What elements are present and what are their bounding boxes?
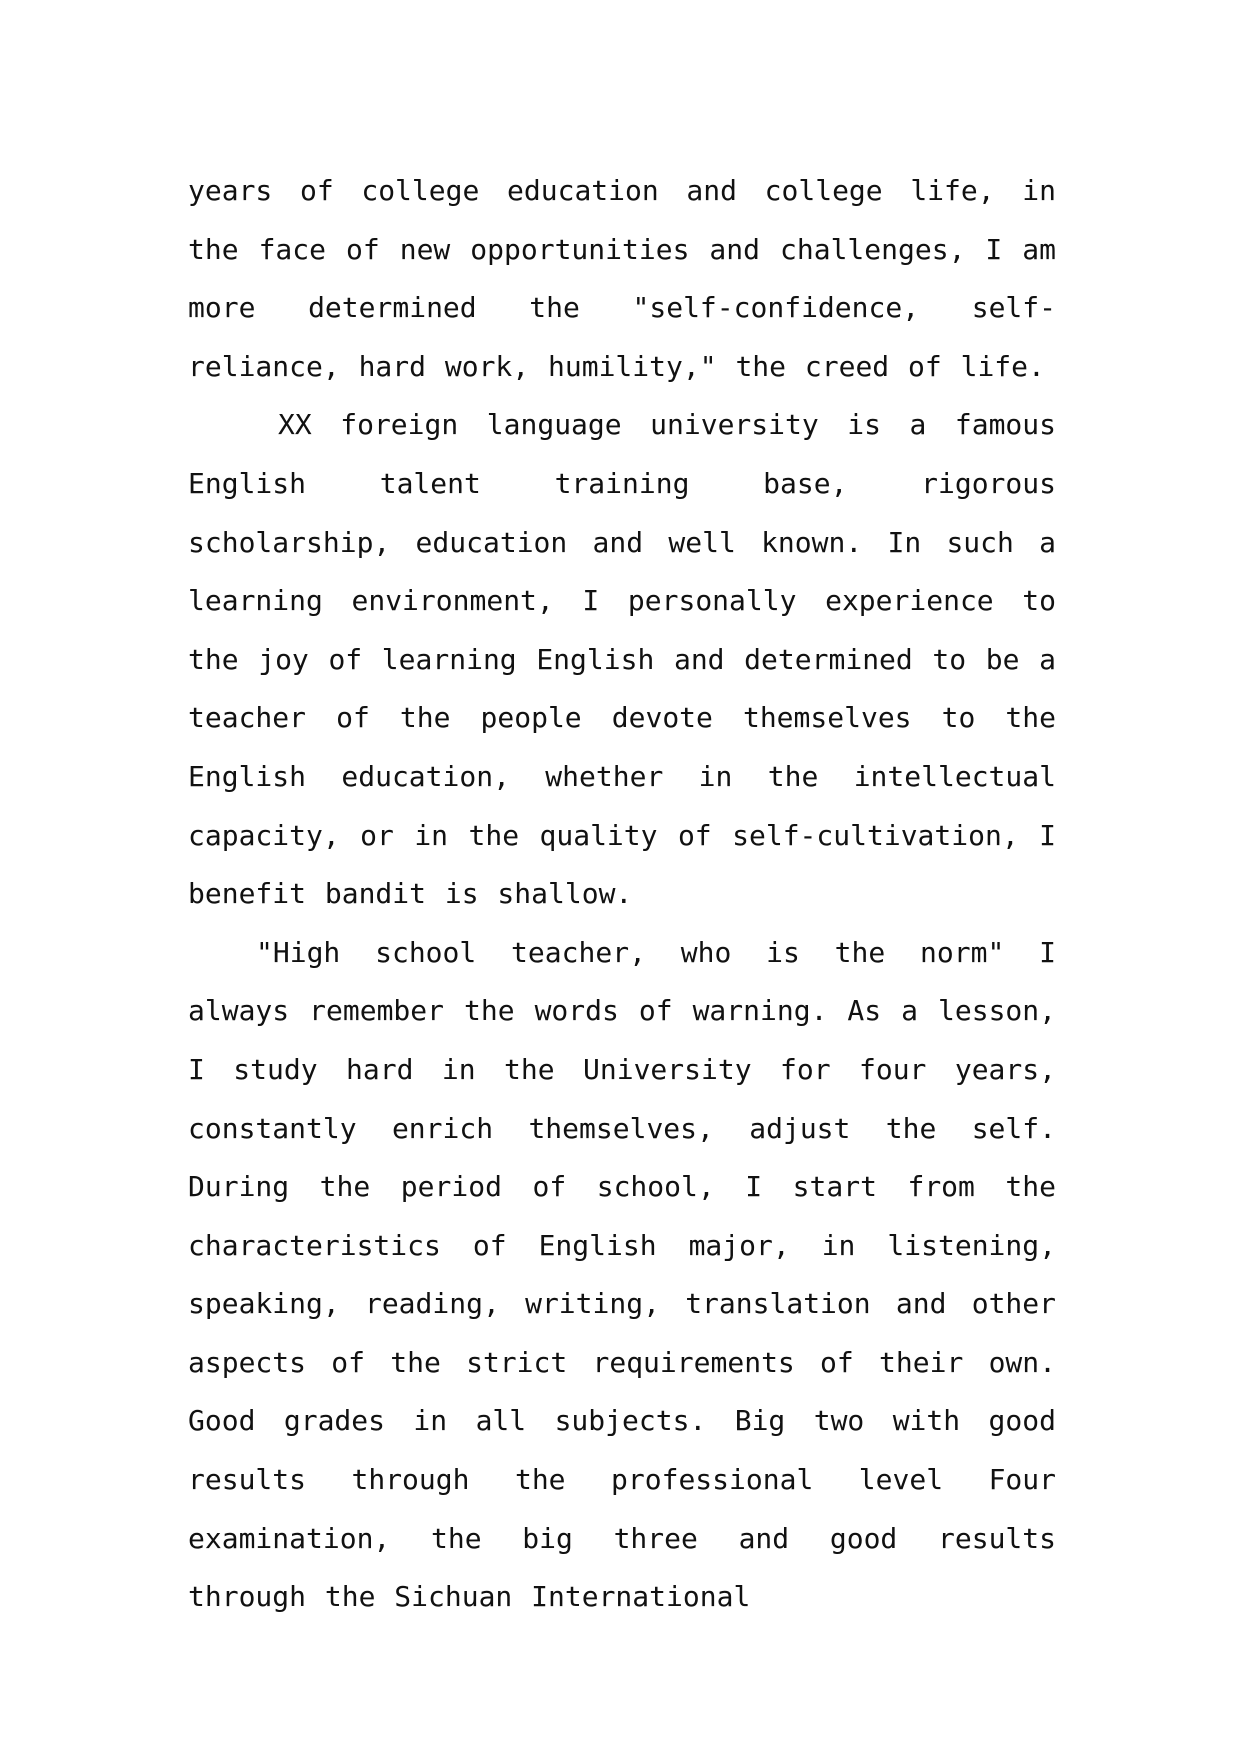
- paragraph-2: XX foreign language university is a famous English talent training base, rigorous scholarship, education and well known. In such a learning environment, I personally experience to the joy of learning English and determined to be a teacher of the people devote themselves to the English education, whether in the intellectual capacity, or in the quality of self-cultivation, I benefit bandit is shallow.: [188, 408, 1056, 911]
- paragraph-1: years of college education and college life, in the face of new opportunities and challenges, I am more determined the "self-confidence, self-reliance, hard work, humility," the creed of life.: [188, 174, 1056, 383]
- document-body: [188, 162, 1056, 1627]
- paragraph-3: "High school teacher, who is the norm" I always remember the words of warning. As a lesson, I study hard in the University for four years, constantly enrich themselves, adjust the self. During the period of school, I start from the characteristics of English major, in listening, speaking, reading, writing, translation and other aspects of the strict requirements of their own. Good grades in all subjects. Big two with good results through the professional level Four examination, the big three and good results through the Sichuan International: [188, 935, 1056, 1614]
